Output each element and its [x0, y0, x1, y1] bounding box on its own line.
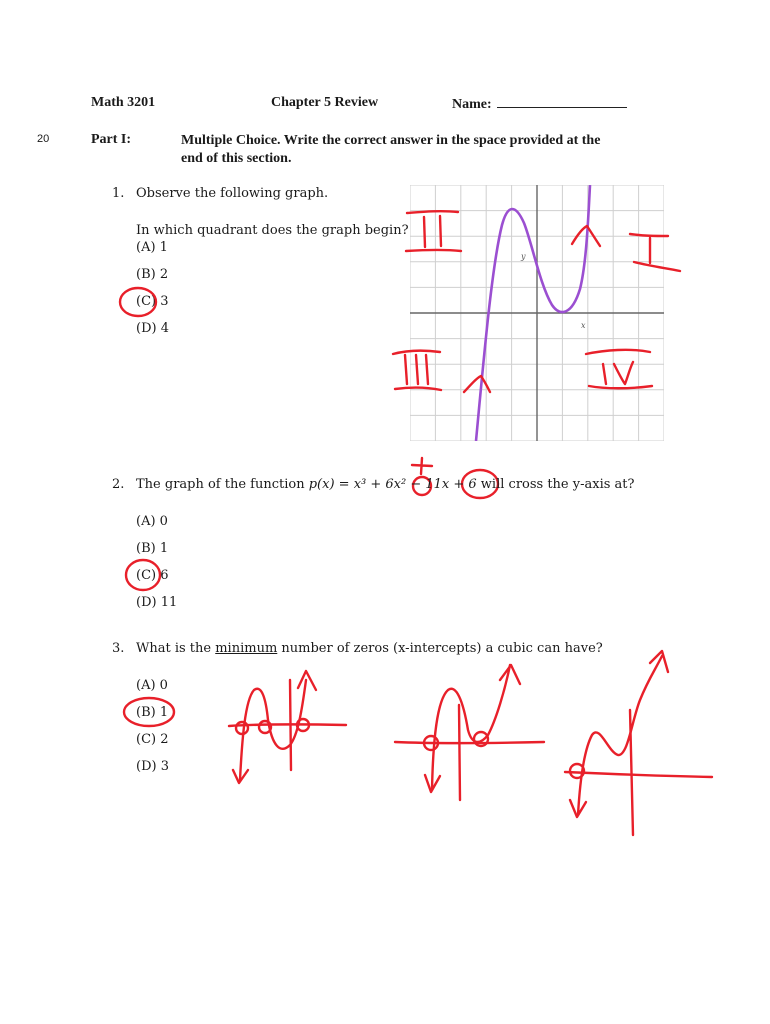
quadrant-iv-mark: [586, 350, 652, 388]
q3-underlined-word: minimum: [215, 641, 278, 656]
part-label: Part I:: [91, 132, 132, 147]
q1-text: Observe the following graph.: [136, 186, 329, 201]
sketch-one-zero: [565, 651, 712, 835]
q1-subtext: In which quadrant does the graph begin?: [136, 223, 409, 238]
quadrant-i-mark: [630, 234, 680, 271]
chapter-title: Chapter 5 Review: [271, 95, 379, 110]
q1-option-a[interactable]: (A) 1: [136, 240, 168, 255]
q1-number: 1.: [112, 186, 125, 201]
quadrant-iii-mark: [393, 351, 441, 390]
q2-options: [136, 508, 177, 616]
q2-number: 2.: [112, 477, 125, 492]
q3-text: [136, 641, 603, 656]
q3-option-d[interactable]: (D) 3: [136, 759, 169, 774]
sketch-two-zeros: [395, 665, 544, 800]
name-label: Name:: [452, 97, 492, 112]
q2-text: [136, 477, 634, 492]
q3-option-a[interactable]: (A) 0: [136, 678, 168, 693]
up-arrow-mark: [572, 226, 600, 246]
q2-option-a[interactable]: (A) 0: [136, 514, 168, 529]
q3-text-before: What is the: [136, 641, 216, 656]
margin-score: 20: [37, 133, 50, 145]
q2-text-before: The graph of the function: [136, 477, 309, 492]
q3-option-c[interactable]: (C) 2: [136, 732, 169, 747]
q1-option-d[interactable]: (D) 4: [136, 321, 169, 336]
q3-text-after: number of zeros (x-intercepts) a cubic can have?: [277, 641, 603, 656]
q2-option-b[interactable]: (B) 1: [136, 541, 169, 556]
q2-option-d[interactable]: (D) 11: [136, 595, 178, 610]
q2-formula: p(x) = x³ + 6x² − 11x + 6: [308, 477, 477, 492]
q3-number: 3.: [112, 641, 125, 656]
q2-text-after: will cross the y-axis at?: [476, 477, 635, 492]
instructions-line-1: Multiple Choice. Write the correct answer in the space provided at the: [181, 133, 601, 148]
q1-answer-circle: [120, 288, 156, 316]
q3-option-b[interactable]: (B) 1: [136, 705, 169, 720]
q1-option-c[interactable]: (C) 3: [136, 294, 169, 309]
q2-option-c[interactable]: (C) 6: [136, 568, 169, 583]
course-title: Math 3201: [91, 95, 156, 110]
quadrant-ii-mark: [406, 211, 461, 251]
sketch-three-zeros: [229, 671, 346, 783]
down-arrow-mark: [464, 376, 490, 392]
graph-x-label: x: [581, 321, 586, 330]
instructions-line-2: end of this section.: [181, 151, 292, 166]
graph-y-label: y: [521, 252, 526, 261]
q3-options: [136, 672, 169, 780]
plus-mark: [412, 458, 432, 474]
q1-option-b[interactable]: (B) 2: [136, 267, 169, 282]
